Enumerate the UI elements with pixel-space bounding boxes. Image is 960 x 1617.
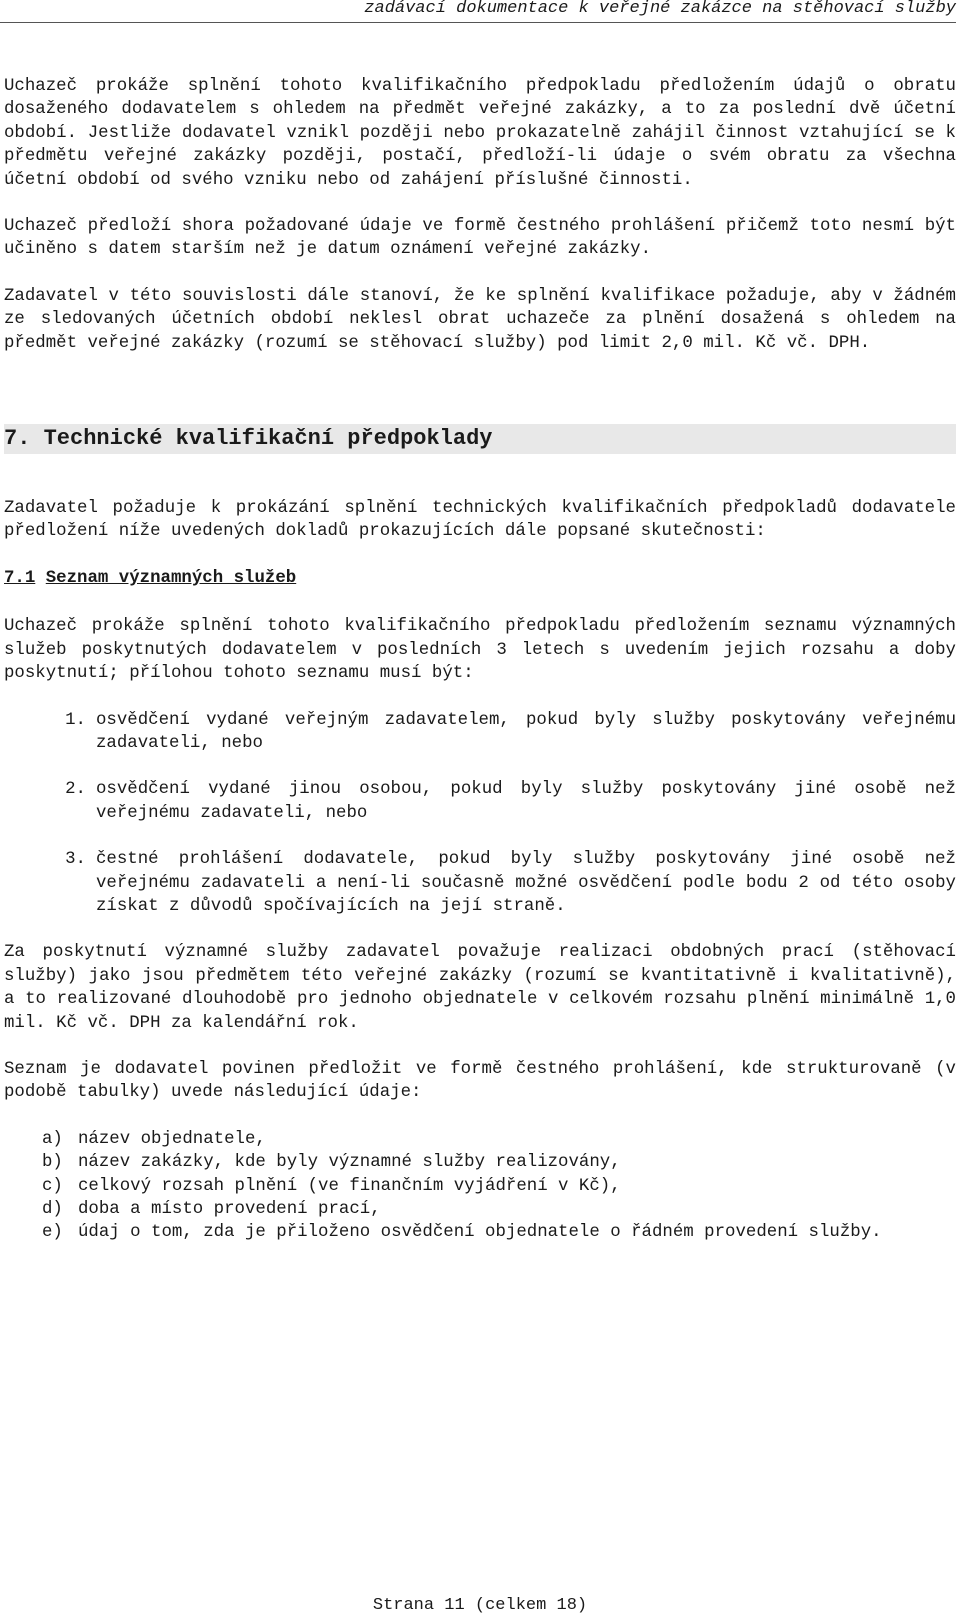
list-item — [42, 1175, 956, 1198]
list-item — [4, 778, 956, 825]
paragraph-declaration: Uchazeč předloží shora požadované údaje ve formě čestného prohlášení přičemž toto nesmí být učiněno s datem starším než je datum oznámení veřejné zakázky. — [4, 217, 956, 260]
list-item-text: údaj o tom, zda je přiloženo osvědčení objednatele o řádném provedení služby. — [78, 1223, 882, 1243]
list-item-letter: b) — [42, 1153, 63, 1173]
document-body — [4, 75, 956, 1245]
list-item-number: 2. — [65, 780, 86, 800]
list-item-letter: e) — [42, 1223, 63, 1243]
paragraph-significant-service: Za poskytnutí významné služby zadavatel považuje realizaci obdobných prací (stěhovací služby) jako jsou předmětem této veřejné zakázky (rozumí se kvantitativně i kvalitativně), a to realizované dlouhodobě pro jednoho objednatele v celkovém rozsahu plnění minimálně 1,0 mil. Kč vč. DPH za kalendářní rok. — [4, 943, 956, 1033]
list-item — [42, 1128, 956, 1151]
list-item — [42, 1151, 956, 1174]
list-item-letter: d) — [42, 1200, 63, 1219]
list-item-number: 1. — [65, 710, 86, 730]
list-item-letter: c) — [42, 1176, 63, 1196]
list-item-text: celkový rozsah plnění (ve finančním vyjádření v Kč), — [78, 1176, 621, 1196]
list-item-text: osvědčení vydané veřejným zadavatelem, pokud byly služby poskytovány veřejnému zadavateli, nebo — [96, 710, 956, 753]
header-title: zadávací dokumentace k veřejné zakázce na stěhovací služby — [364, 0, 956, 18]
paragraph-list-intro: Seznam je dodavatel povinen předložit ve formě čestného prohlášení, kde strukturovaně (v podobě tabulky) uvede následující údaje: — [4, 1059, 956, 1103]
list-item-letter: a) — [42, 1129, 63, 1149]
page-footer — [0, 1597, 960, 1614]
list-item-text: název zakázky, kde byly významné služby realizovány, — [78, 1153, 621, 1173]
page-header — [0, 0, 956, 23]
list-item-number: 3. — [65, 850, 86, 870]
list-item-text: čestné prohlášení dodavatele, pokud byly služby poskytovány jiné osobě než veřejnému zadavateli a není-li současně možné osvědčení podle bodu 2 od této osoby získat z důvodů spočívajících na její straně. — [96, 850, 956, 916]
list-item — [4, 848, 956, 918]
section-7-intro: Zadavatel požaduje k prokázání splnění technických kvalifikačních předpokladů dodavatele předložení níže uvedených dokladů prokazujících dále popsané skutečnosti: — [4, 499, 956, 542]
subsection-heading-7-1 — [4, 567, 956, 590]
page-number: Strana 11 (celkem 18) — [372, 1596, 588, 1615]
paragraph-turnover: Uchazeč prokáže splnění tohoto kvalifikačního předpokladu předložením údajů o obratu dosaženého dodavatelem s ohledem na předmět veřejné zakázky, a to za poslední dvě účetní období. Jestliže dodavatel vznikl později nebo prokazatelně zahájil činnost vztahující se k předmětu veřejné zakázky později, postačí, předloží-li údaje o svém obratu za všechna účetní období od svého vzniku nebo od zahájení příslušné činnosti. — [4, 77, 956, 190]
list-item-text: doba a místo provedení prací, — [78, 1200, 381, 1219]
list-item — [42, 1198, 956, 1221]
attachment-list — [4, 709, 956, 919]
subsection-intro: Uchazeč prokáže splnění tohoto kvalifikačního předpokladu předložením seznamu významných služeb poskytnutých dodavatelem v posledních 3 letech s uvedením jejich rozsahu a doby poskytnutí; přílohou tohoto seznamu musí být: — [4, 617, 956, 684]
list-item-text: název objednatele, — [78, 1129, 266, 1149]
list-item — [42, 1221, 956, 1244]
paragraph-turnover-limit: Zadavatel v této souvislosti dále stanoví, že ke splnění kvalifikace požaduje, aby v žádném ze sledovaných účetních období neklesl obrat uchazeče za plnění dosažená s ohledem na předmět veřejné zakázky (rozumí se stěhovací služby) pod limit 2,0 mil. Kč vč. DPH. — [4, 286, 956, 353]
list-item — [4, 709, 956, 756]
subsection-title: Seznam významných služeb — [45, 568, 297, 588]
subsection-number: 7.1 — [4, 568, 36, 588]
list-item-text: osvědčení vydané jinou osobou, pokud byly služby poskytovány jiné osobě než veřejnému zadavateli, nebo — [96, 780, 956, 823]
required-data-list — [4, 1128, 956, 1245]
section-heading-7: 7. Technické kvalifikační předpoklady — [4, 424, 956, 454]
